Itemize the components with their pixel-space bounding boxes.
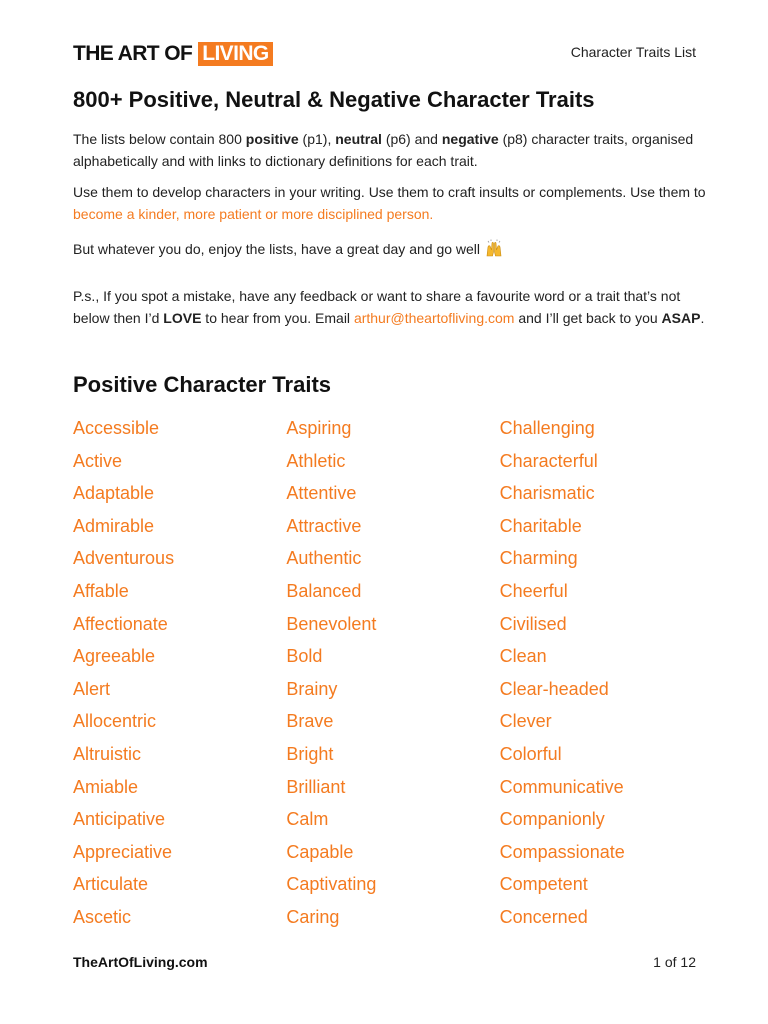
intro-text-2: (p1), xyxy=(298,131,336,147)
page-title: 800+ Positive, Neutral & Negative Character Traits xyxy=(73,87,595,112)
trait-link[interactable]: Clean xyxy=(499,646,547,667)
trait-link[interactable]: Aspiring xyxy=(286,418,352,438)
trait-link[interactable]: Civilised xyxy=(499,613,567,634)
intro-bold-positive: positive xyxy=(245,131,299,147)
trait-link[interactable]: Compassionate xyxy=(499,841,625,862)
intro-text-3: (p6) and xyxy=(381,131,442,147)
trait-link[interactable]: Altruistic xyxy=(73,743,142,764)
trait-link[interactable]: Brave xyxy=(286,711,334,732)
trait-link[interactable]: Bold xyxy=(286,646,323,667)
trait-link[interactable]: Accessible xyxy=(73,418,160,438)
trait-link[interactable]: Benevolent xyxy=(286,613,377,634)
trait-link[interactable]: Calm xyxy=(286,809,329,830)
intro-text-4: (p8) character traits, organised alphabetically and with links to dictionary definitions for each trait. xyxy=(73,131,694,169)
section-title-positive: Positive Character Traits xyxy=(73,372,332,397)
trait-link[interactable]: Affectionate xyxy=(73,613,168,634)
trait-link[interactable]: Adaptable xyxy=(73,483,155,504)
trait-link[interactable]: Alert xyxy=(73,678,111,699)
trait-column-3 xyxy=(500,414,713,936)
intro-text-1: The lists below contain 800 xyxy=(73,131,246,147)
ps-bold-love: LOVE xyxy=(163,310,202,326)
ps-text-3: and I’ll get back to you xyxy=(514,310,662,326)
logo-text: THE ART OF xyxy=(73,42,193,65)
trait-link[interactable]: Caring xyxy=(286,906,340,927)
ps-text-2: to hear from you. Email xyxy=(201,310,354,326)
trait-link[interactable]: Communicative xyxy=(499,776,624,797)
trait-link[interactable]: Competent xyxy=(499,874,588,895)
trait-link[interactable]: Capable xyxy=(286,841,354,862)
intro-bold-neutral: neutral xyxy=(335,131,382,147)
trait-list xyxy=(73,414,713,936)
kinder-person-link[interactable]: become a kinder, more patient or more disciplined person. xyxy=(73,206,434,222)
trait-link[interactable]: Charismatic xyxy=(499,483,595,504)
trait-link[interactable]: Attentive xyxy=(286,483,357,504)
trait-link[interactable]: Active xyxy=(73,450,123,471)
enjoy-text: But whatever you do, enjoy the lists, have a great day and go well xyxy=(73,241,481,257)
trait-link[interactable]: Allocentric xyxy=(73,711,157,732)
document-label: Character Traits List xyxy=(570,44,696,60)
logo[interactable] xyxy=(73,42,273,66)
trait-link[interactable]: Ascetic xyxy=(73,906,132,927)
trait-link[interactable]: Challenging xyxy=(499,418,595,438)
trait-link[interactable]: Cheerful xyxy=(499,580,568,601)
use-text: Use them to develop characters in your writing. Use them to craft insults or complements. Use them to xyxy=(73,184,706,200)
trait-link[interactable]: Agreeable xyxy=(73,646,156,667)
trait-link[interactable]: Appreciative xyxy=(73,841,173,862)
intro-paragraph xyxy=(73,128,713,172)
trait-link[interactable]: Charming xyxy=(499,548,578,569)
trait-link[interactable]: Clever xyxy=(499,711,552,732)
trait-link[interactable]: Adventurous xyxy=(73,548,175,569)
trait-link[interactable]: Captivating xyxy=(286,874,377,895)
ps-text-4: . xyxy=(700,310,705,326)
raised-hands-icon xyxy=(484,238,504,258)
trait-link[interactable]: Admirable xyxy=(73,515,155,536)
use-paragraph xyxy=(73,181,713,225)
page-header xyxy=(73,40,696,70)
page-number: 1 of 12 xyxy=(653,954,696,970)
intro-bold-negative: negative xyxy=(441,131,499,147)
trait-link[interactable]: Clear-headed xyxy=(499,678,609,699)
enjoy-paragraph xyxy=(73,238,713,260)
trait-link[interactable]: Colorful xyxy=(499,743,562,764)
trait-column-2 xyxy=(286,414,499,936)
ps-paragraph xyxy=(73,285,713,329)
trait-link[interactable]: Bright xyxy=(286,743,334,764)
trait-link[interactable]: Balanced xyxy=(286,580,362,601)
footer-site[interactable]: TheArtOfLiving.com xyxy=(73,954,208,970)
trait-link[interactable]: Charitable xyxy=(499,515,582,536)
trait-link[interactable]: Characterful xyxy=(499,450,598,471)
trait-link[interactable]: Articulate xyxy=(73,874,149,895)
ps-text-1: P.s., If you spot a mistake, have any feedback or want to share a favourite word or a trait that’s not below then I’d xyxy=(73,288,681,326)
trait-link[interactable]: Affable xyxy=(73,580,129,601)
trait-link[interactable]: Anticipative xyxy=(73,809,166,830)
logo-badge: LIVING xyxy=(198,42,272,66)
trait-link[interactable]: Companionly xyxy=(499,809,605,830)
trait-link[interactable]: Amiable xyxy=(73,776,139,797)
trait-link[interactable]: Athletic xyxy=(286,450,346,471)
ps-bold-asap: ASAP xyxy=(661,310,701,326)
trait-link[interactable]: Brainy xyxy=(286,678,338,699)
trait-link[interactable]: Brilliant xyxy=(286,776,346,797)
trait-link[interactable]: Attractive xyxy=(286,515,362,536)
trait-link[interactable]: Concerned xyxy=(499,906,588,927)
email-link[interactable]: arthur@theartofliving.com xyxy=(353,310,515,326)
trait-link[interactable]: Authentic xyxy=(286,548,362,569)
trait-column-1 xyxy=(73,414,286,936)
